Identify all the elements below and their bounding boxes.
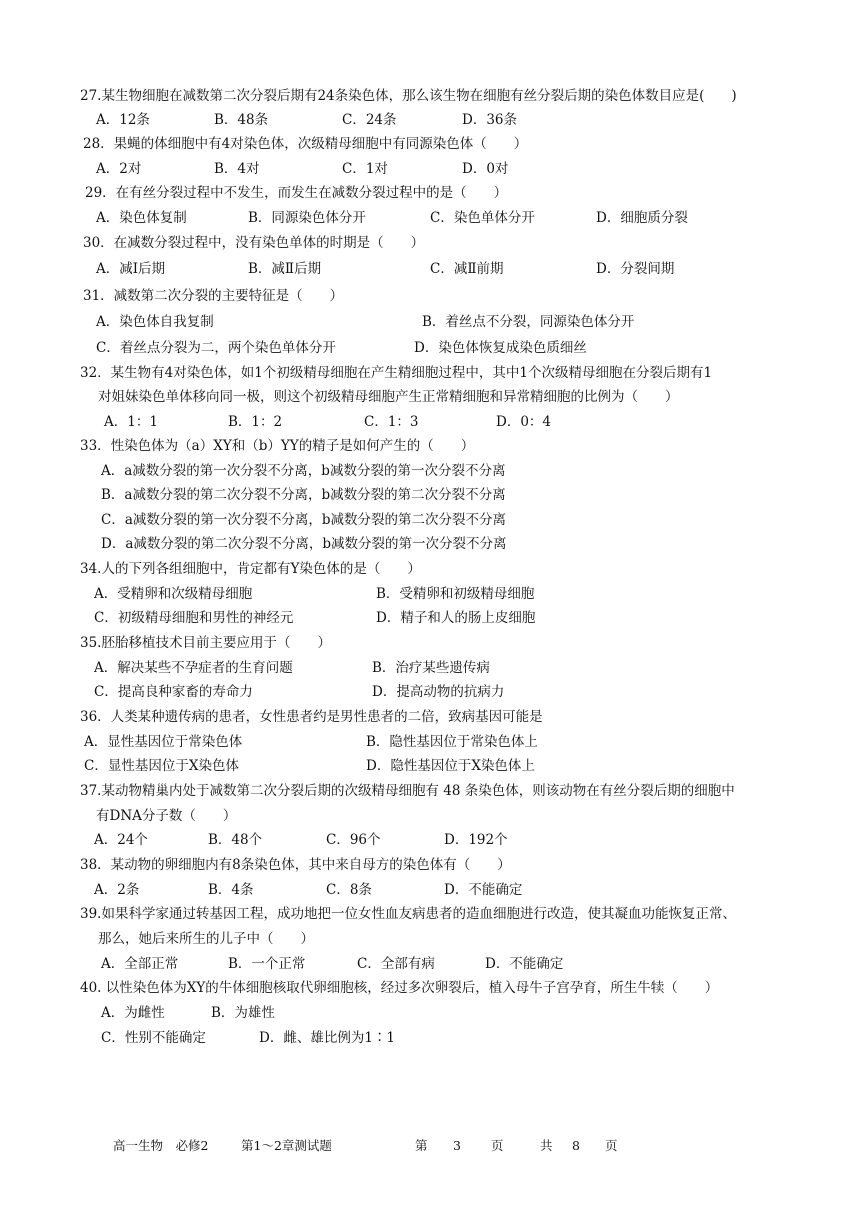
footer-page-total: 8 <box>572 1138 580 1153</box>
option-c: C．8条 <box>326 882 372 898</box>
question-35-stem: 35.胚胎移植技术目前主要应用于（ ） <box>80 635 331 651</box>
question-37-stem-line1: 37.某动物精巢内处于减数第二次分裂后期的次级精母细胞有 48 条染色体，则该动物在有丝分裂后期的细胞中 <box>80 783 735 799</box>
option-a: A．显性基因位于常染色体 <box>84 734 243 750</box>
question-29-stem: 29．在有丝分裂过程中不发生，而发生在减数分裂过程中的是（ ） <box>85 185 508 201</box>
question-31-stem: 31．减数第二次分裂的主要特征是（ ） <box>83 288 344 304</box>
option-b: B．治疗某些遗传病 <box>372 660 490 676</box>
option-a: A．2条 <box>94 882 140 898</box>
option-c: C．a减数分裂的第一次分裂不分离，b减数分裂的第二次分裂不分离 <box>101 512 507 528</box>
option-c: C．着丝点分裂为二，两个染色单体分开 <box>96 340 336 356</box>
option-d: D．不能确定 <box>444 882 523 898</box>
question-32-stem-line1: 32．某生物有4对染色体，如1个初级精母细胞在产生精细胞过程中，其中1个次级精母细胞在分裂后期有1 <box>80 365 713 381</box>
option-c: C．减Ⅱ前期 <box>430 261 504 277</box>
option-b: B．a减数分裂的第二次分裂不分离，b减数分裂的第二次分裂不分离 <box>101 487 506 503</box>
option-b: B．4条 <box>208 882 254 898</box>
option-d: D．隐性基因位于X染色体上 <box>366 758 535 774</box>
option-c: C．1：3 <box>364 414 419 430</box>
option-d: D．提高动物的抗病力 <box>372 684 505 700</box>
option-a: A．全部正常 <box>101 956 179 972</box>
option-d: D．细胞质分裂 <box>596 210 688 226</box>
option-b: B．为雄性 <box>211 1005 275 1021</box>
option-a: A．1：1 <box>104 414 158 430</box>
option-a: A．染色体自我复制 <box>96 314 214 330</box>
option-b: B．1：2 <box>228 414 283 430</box>
option-d: D．192个 <box>444 832 508 848</box>
option-b: B．48条 <box>214 112 269 128</box>
option-b: B．48个 <box>208 832 263 848</box>
option-a: A．12条 <box>96 112 150 128</box>
option-b: B．着丝点不分裂，同源染色体分开 <box>422 314 635 330</box>
option-a: A．2对 <box>96 161 142 177</box>
option-d: D．36条 <box>462 112 518 128</box>
option-d: D．雌、雄比例为1∶1 <box>259 1030 396 1046</box>
option-d: D．0对 <box>462 161 509 177</box>
option-b: B．一个正常 <box>228 956 306 972</box>
option-a: A．解决某些不孕症者的生育问题 <box>94 660 293 676</box>
option-a: A．受精卵和次级精母细胞 <box>94 586 253 602</box>
question-38-stem: 38．某动物的卵细胞内有8条染色体，其中来自母方的染色体有（ ） <box>80 857 511 873</box>
question-32-stem-line2: 对姐妹染色单体移向同一极，则这个初级精母细胞产生正常精细胞和异常精细胞的比例为（ ） <box>98 389 679 405</box>
footer-total-label: 页 <box>605 1138 618 1153</box>
option-d: D．精子和人的肠上皮细胞 <box>376 610 536 626</box>
question-39-stem-line2: 那么，她后来所生的儿子中（ ） <box>98 931 314 947</box>
option-a: A．减Ⅰ后期 <box>96 261 166 277</box>
option-c: C．显性基因位于X染色体 <box>84 758 239 774</box>
question-28-stem: 28．果蝇的体细胞中有4对染色体，次级精母细胞中有同源染色体（ ） <box>83 136 528 152</box>
option-a: A．为雌性 <box>101 1005 165 1021</box>
question-34-stem: 34.人的下列各组细胞中，肯定都有Y染色体的是（ ） <box>80 561 421 577</box>
question-36-stem: 36．人类某种遗传病的患者，女性患者约是男性患者的二倍，致病基因可能是 <box>80 709 543 725</box>
option-c: C．初级精母细胞和男性的神经元 <box>94 610 294 626</box>
option-b: B．受精卵和初级精母细胞 <box>376 586 535 602</box>
footer-page-label: 页 <box>491 1138 504 1153</box>
option-c: C．全部有病 <box>357 956 435 972</box>
footer-page-prefix: 第 <box>415 1138 428 1153</box>
option-b: B．同源染色体分开 <box>248 210 366 226</box>
option-d: D．0：4 <box>496 414 552 430</box>
question-30-stem: 30．在减数分裂过程中，没有染色单体的时期是（ ） <box>83 235 425 251</box>
option-a: A．a减数分裂的第一次分裂不分离，b减数分裂的第一次分裂不分离 <box>101 463 506 479</box>
footer-total-prefix: 共 <box>540 1138 553 1153</box>
option-c: C．提高良种家畜的寿命力 <box>94 684 253 700</box>
question-37-stem-line2: 有DNA分子数（ ） <box>96 808 237 824</box>
option-b: B．减Ⅱ后期 <box>248 261 322 277</box>
question-27-stem: 27.某生物细胞在减数第二次分裂后期有24条染色体，那么该生物在细胞有丝分裂后期的染色体数目应是( ) <box>80 88 737 104</box>
option-a: A．染色体复制 <box>96 210 187 226</box>
option-d: D．a减数分裂的第二次分裂不分离，b减数分裂的第一次分裂不分离 <box>101 536 507 552</box>
option-c: C．1对 <box>342 161 388 177</box>
option-d: D．染色体恢复成染色质细丝 <box>414 340 587 356</box>
option-d: D．不能确定 <box>485 956 564 972</box>
option-d: D．分裂间期 <box>596 261 675 277</box>
footer-subject: 高一生物 必修2 <box>113 1138 209 1153</box>
option-c: C．染色单体分开 <box>430 210 535 226</box>
question-39-stem-line1: 39.如果科学家通过转基因工程，成功地把一位女性血友病患者的造血细胞进行改造，使其凝血功能恢复正常、 <box>80 906 736 922</box>
option-c: C．96个 <box>326 832 381 848</box>
option-b: B．隐性基因位于常染色体上 <box>366 734 538 750</box>
footer-chapter: 第1～2章测试题 <box>241 1138 332 1153</box>
question-33-stem: 33．性染色体为（a）XY和（b）YY的精子是如何产生的（ ） <box>80 438 475 454</box>
question-40-stem: 40. 以性染色体为XY的牛体细胞核取代卵细胞核，经过多次卵裂后，植入母牛子宫孕育，所生牛犊（ ） <box>80 980 719 996</box>
option-b: B．4对 <box>214 161 260 177</box>
option-c: C．性别不能确定 <box>101 1030 206 1046</box>
option-a: A．24个 <box>94 832 148 848</box>
footer-page-current: 3 <box>453 1138 461 1153</box>
option-c: C．24条 <box>342 112 397 128</box>
